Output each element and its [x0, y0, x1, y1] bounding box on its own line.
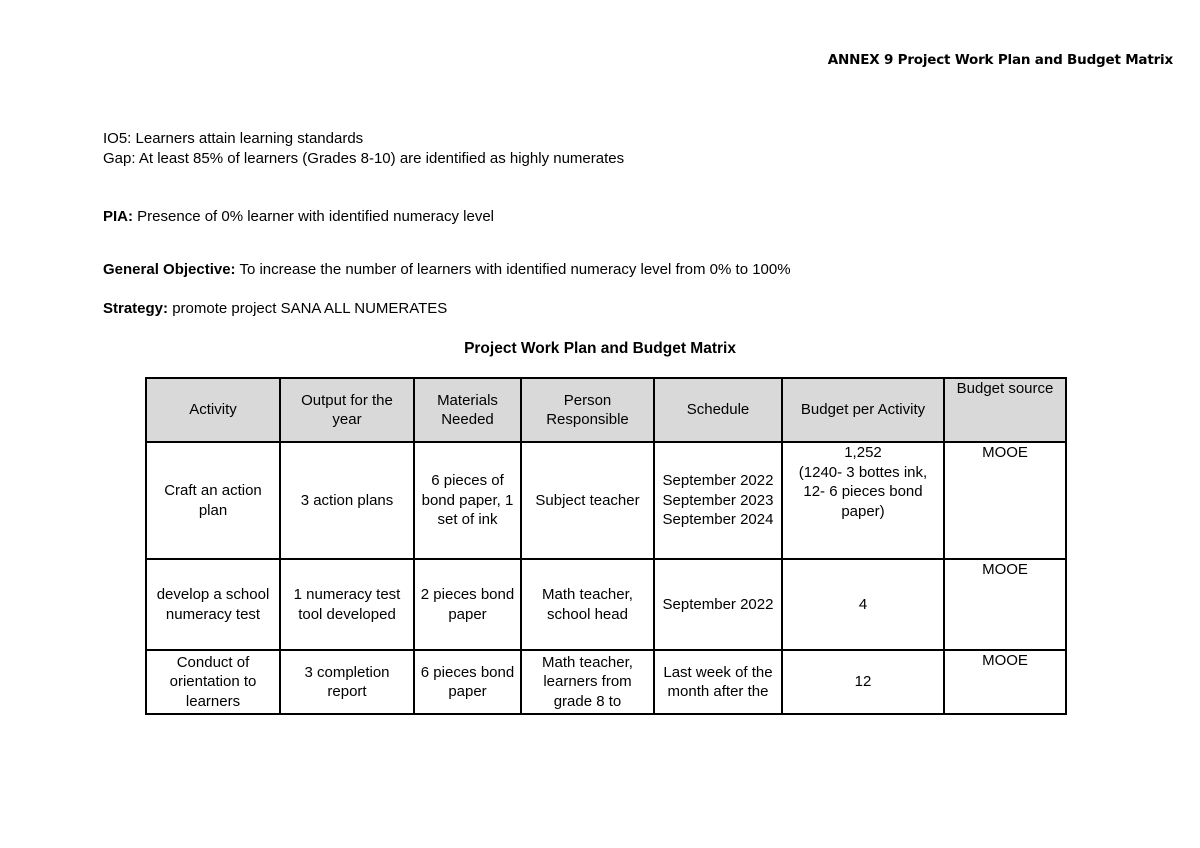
cell-budget: 4 — [782, 559, 944, 650]
cell-schedule: Last week of the month after the — [654, 650, 782, 714]
cell-budget: 1,252 (1240- 3 bottes ink, 12- 6 pieces bond paper) — [782, 442, 944, 559]
cell-schedule: September 2022 September 2023 September 2024 — [654, 442, 782, 559]
table-title: Project Work Plan and Budget Matrix — [464, 340, 736, 357]
table-row — [146, 442, 1066, 559]
header-materials: Materials Needed — [414, 378, 521, 442]
cell-source: MOOE — [944, 442, 1066, 559]
header-person: Person Responsible — [521, 378, 654, 442]
cell-materials: 6 pieces of bond paper, 1 set of ink — [414, 442, 521, 559]
work-plan-table — [145, 377, 1067, 715]
pia-text: Presence of 0% learner with identified numeracy level — [133, 208, 495, 225]
io-statement: IO5: Learners attain learning standards — [103, 130, 364, 147]
cell-output: 3 completion report — [280, 650, 414, 714]
cell-source: MOOE — [944, 559, 1066, 650]
objective-text: To increase the number of learners with identified numeracy level from 0% to 100% — [235, 261, 791, 278]
header-budget: Budget per Activity — [782, 378, 944, 442]
objective-line — [103, 261, 791, 278]
header-budget-source: Budget source — [944, 378, 1066, 442]
table-header-row — [146, 378, 1066, 442]
table-row — [146, 559, 1066, 650]
cell-materials: 6 pieces bond paper — [414, 650, 521, 714]
cell-activity: Craft an action plan — [146, 442, 280, 559]
header-activity: Activity — [146, 378, 280, 442]
objective-label: General Objective: — [103, 261, 236, 278]
pia-label: PIA: — [103, 208, 133, 225]
strategy-text: promote project SANA ALL NUMERATES — [168, 300, 448, 317]
strategy-label: Strategy: — [103, 300, 169, 317]
header-schedule: Schedule — [654, 378, 782, 442]
cell-source: MOOE — [944, 650, 1066, 714]
table-row — [146, 650, 1066, 714]
cell-output: 1 numeracy test tool developed — [280, 559, 414, 650]
annex-title: ANNEX 9 Project Work Plan and Budget Matrix — [827, 52, 1173, 68]
cell-schedule: September 2022 — [654, 559, 782, 650]
cell-output: 3 action plans — [280, 442, 414, 559]
pia-line — [103, 208, 494, 225]
cell-budget: 12 — [782, 650, 944, 714]
gap-statement: Gap: At least 85% of learners (Grades 8-10) are identified as highly numerates — [103, 150, 625, 167]
cell-person: Math teacher, school head — [521, 559, 654, 650]
cell-activity: Conduct of orientation to learners — [146, 650, 280, 714]
intro-block — [103, 129, 624, 169]
cell-materials: 2 pieces bond paper — [414, 559, 521, 650]
cell-activity: develop a school numeracy test — [146, 559, 280, 650]
cell-person: Subject teacher — [521, 442, 654, 559]
header-output: Output for the year — [280, 378, 414, 442]
strategy-line — [103, 300, 447, 317]
cell-person: Math teacher, learners from grade 8 to — [521, 650, 654, 714]
